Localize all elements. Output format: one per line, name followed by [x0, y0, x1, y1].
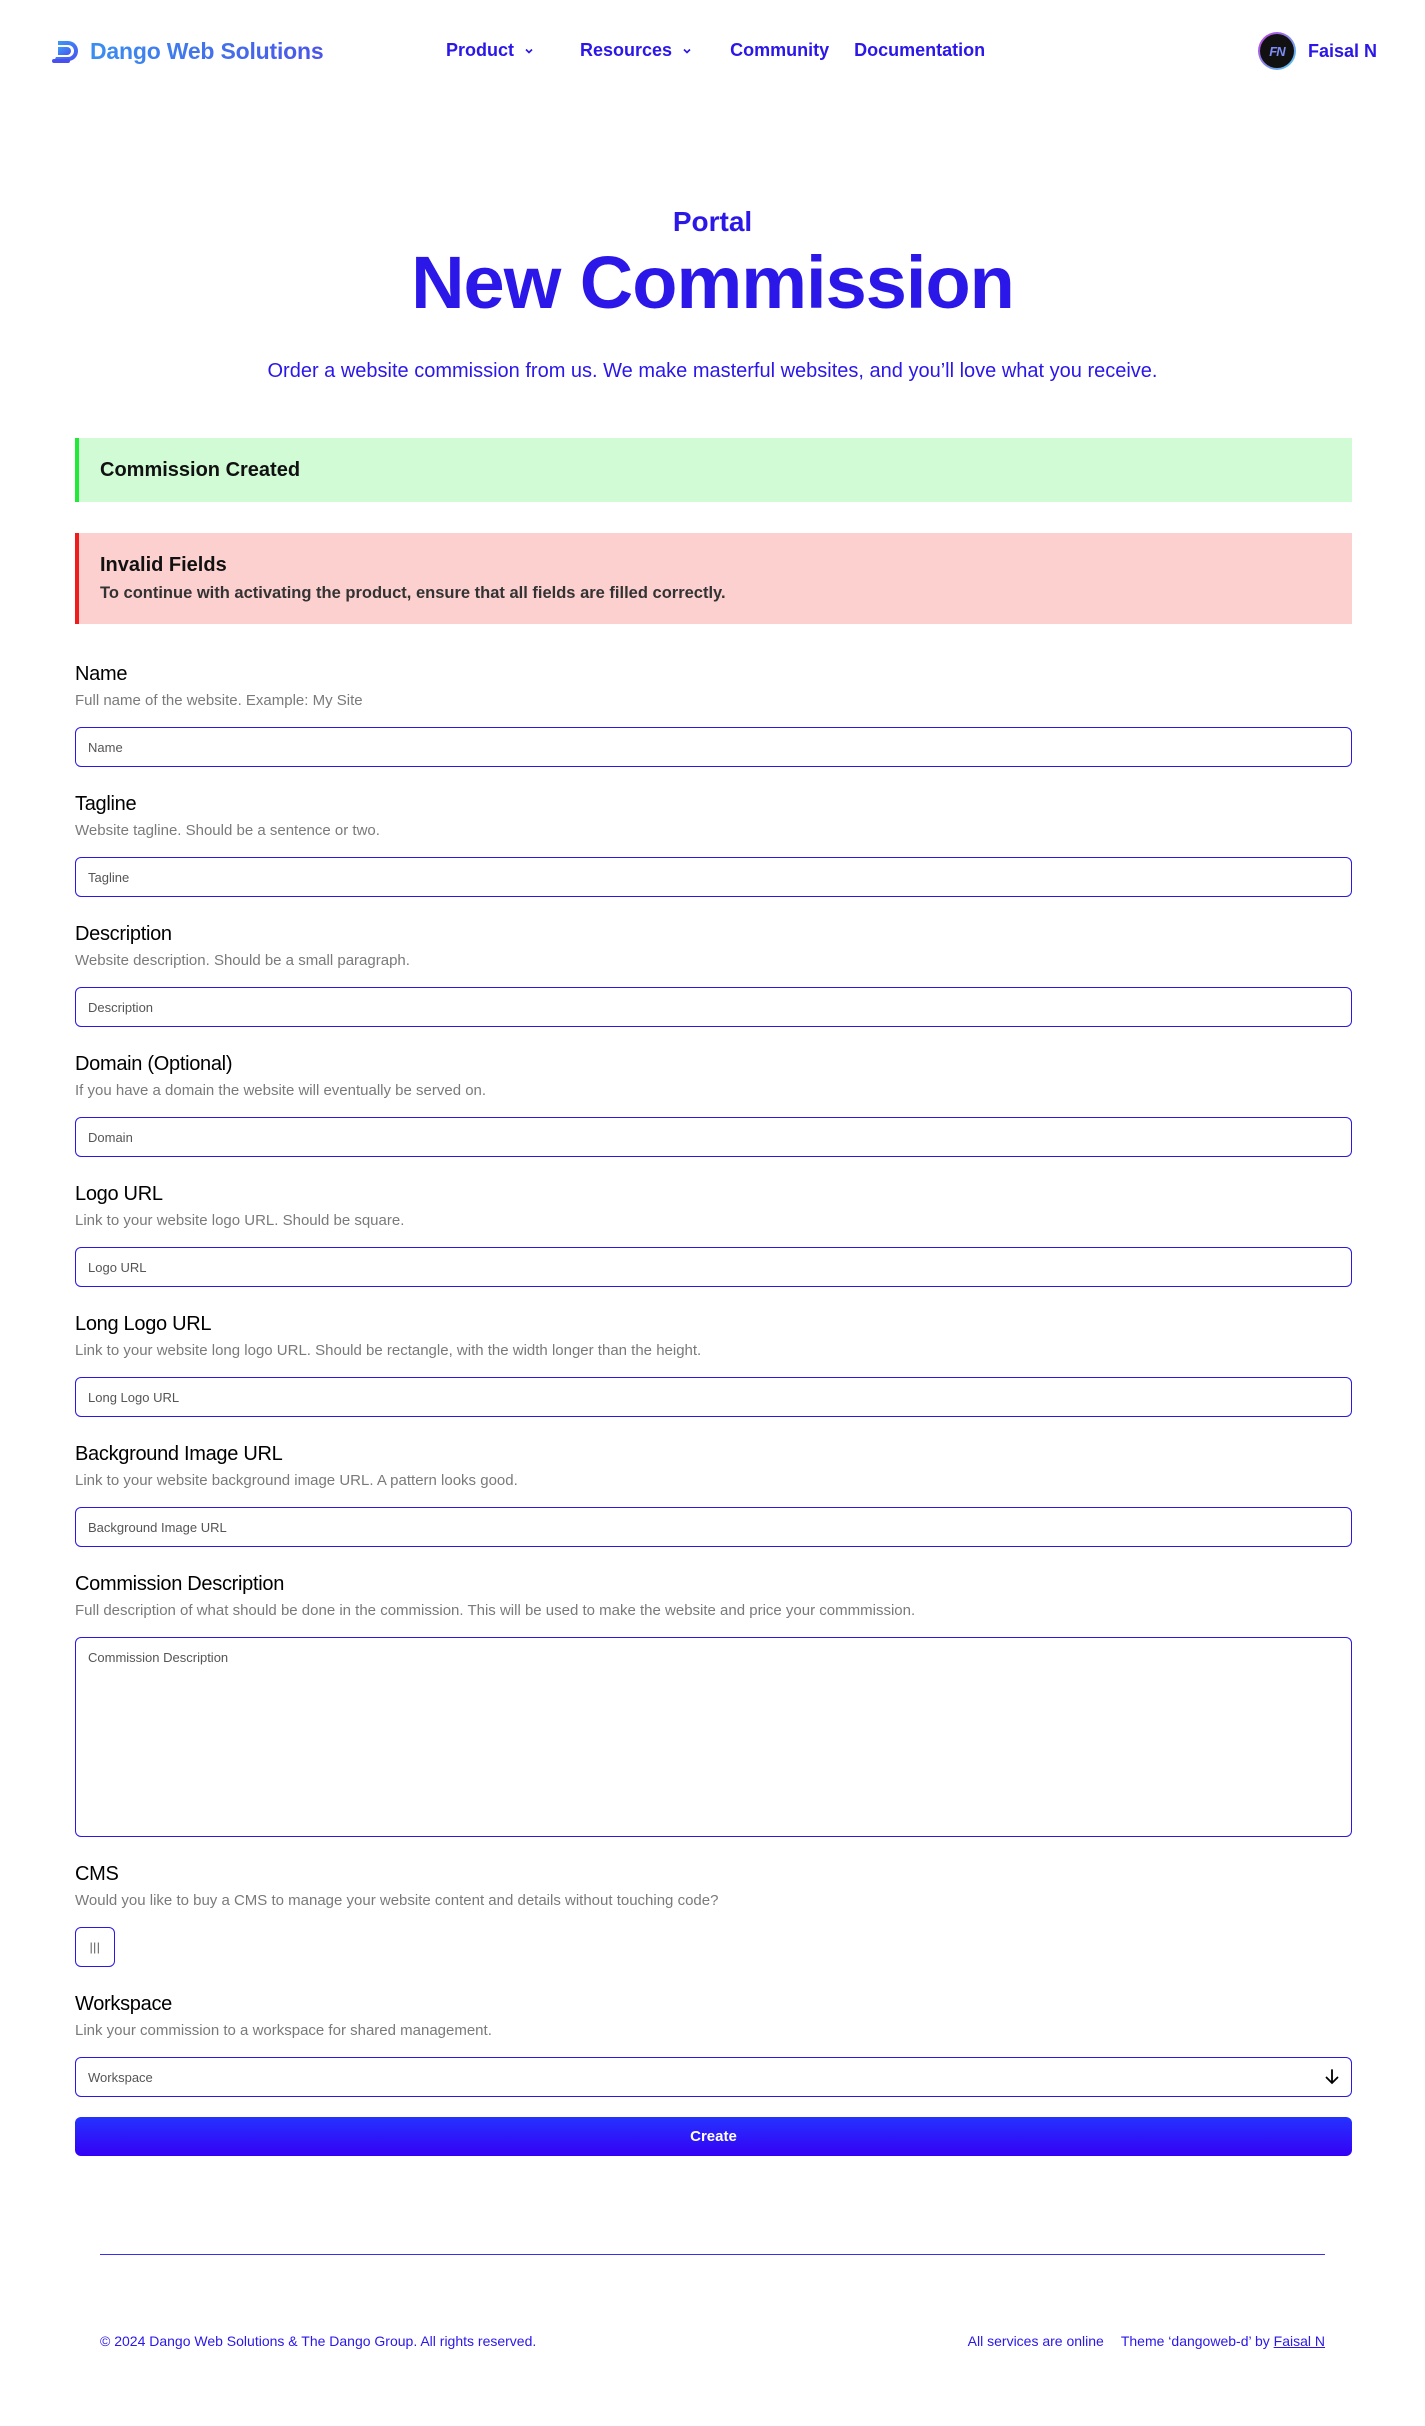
avatar	[1258, 32, 1296, 70]
dango-logo-icon	[50, 39, 82, 65]
field-commission-description	[75, 1570, 1352, 1837]
domain-input[interactable]	[75, 1117, 1352, 1157]
field-label: Long Logo URL	[75, 1313, 212, 1335]
field-long-logo-url	[75, 1310, 1352, 1417]
workspace-select-value: Workspace	[88, 2070, 153, 2085]
name-input[interactable]	[75, 727, 1352, 767]
user-name: Faisal N	[1307, 40, 1377, 61]
site-header	[0, 0, 1425, 104]
create-button[interactable]: Create	[75, 2117, 1352, 2156]
field-workspace	[75, 1990, 1352, 2097]
toggle-handle-icon: |||	[89, 1940, 101, 1954]
field-description: Would you like to buy a CMS to manage your website content and details without touching code?	[75, 1892, 719, 1909]
page-subtitle: Order a website commission from us. We make masterful websites, and you’ll love what you receive.	[267, 360, 1158, 382]
field-label: CMS	[75, 1863, 119, 1885]
arrow-down-icon	[1323, 2068, 1341, 2086]
tagline-input[interactable]	[75, 857, 1352, 897]
field-name	[75, 660, 1352, 767]
avatar-initials: FN	[1260, 34, 1294, 68]
chevron-down-icon	[524, 46, 534, 56]
field-description: If you have a domain the website will eventually be served on.	[75, 1082, 487, 1099]
field-label: Tagline	[75, 793, 137, 815]
field-label: Background Image URL	[75, 1443, 283, 1465]
theme-credit-prefix: Theme ‘dangoweb-d’ by	[1120, 2333, 1270, 2349]
field-label: Commission Description	[75, 1573, 285, 1595]
nav-product[interactable]	[446, 40, 534, 61]
footer-copyright: © 2024 Dango Web Solutions & The Dango Group. All rights reserved.	[100, 2333, 537, 2349]
service-status: All services are online	[967, 2333, 1104, 2349]
nav-resources-label: Resources	[580, 40, 673, 60]
error-alert-text: To continue with activating the product, ensure that all fields are filled correctly.	[100, 584, 726, 602]
field-description: Link your commission to a workspace for shared management.	[75, 2022, 492, 2039]
user-menu[interactable]	[1258, 32, 1377, 70]
success-alert	[75, 438, 1352, 502]
logo-url-input[interactable]	[75, 1247, 1352, 1287]
field-cms	[75, 1860, 1352, 1967]
footer-divider	[100, 2254, 1325, 2255]
nav-community[interactable]	[730, 40, 829, 61]
background-image-url-input[interactable]	[75, 1507, 1352, 1547]
theme-author-link[interactable]: Faisal N	[1273, 2333, 1325, 2349]
chevron-down-icon	[682, 46, 692, 56]
field-background-image-url	[75, 1440, 1352, 1547]
field-description: Website description. Should be a small paragraph.	[75, 952, 410, 969]
field-label: Domain (Optional)	[75, 1053, 233, 1075]
field-description: Website tagline. Should be a sentence or two.	[75, 822, 380, 839]
error-alert	[75, 533, 1352, 624]
field-description: Full description of what should be done in the commission. This will be used to make the website and price your commmission.	[75, 1602, 916, 1619]
field-tagline	[75, 790, 1352, 897]
main-nav	[446, 40, 985, 61]
field-description: Link to your website logo URL. Should be square.	[75, 1212, 405, 1229]
nav-product-label: Product	[446, 40, 515, 60]
field-description: Link to your website long logo URL. Should be rectangle, with the width longer than the height.	[75, 1342, 702, 1359]
field-label: Workspace	[75, 1993, 172, 2015]
nav-documentation[interactable]	[854, 40, 985, 61]
footer-meta	[968, 2333, 1325, 2349]
page-title: New Commission	[411, 241, 1014, 324]
cms-toggle[interactable]	[75, 1927, 115, 1967]
field-label: Description	[75, 923, 172, 945]
field-label: Name	[75, 663, 128, 685]
field-description: Full name of the website. Example: My Site	[75, 692, 363, 709]
workspace-select[interactable]	[75, 2057, 1352, 2097]
page-kicker: Portal	[672, 206, 753, 237]
commission-description-textarea[interactable]	[75, 1637, 1352, 1837]
field-domain	[75, 1050, 1352, 1157]
success-alert-title: Commission Created	[100, 459, 301, 481]
field-description-block	[75, 920, 1352, 1027]
brand-logo-link[interactable]	[50, 38, 323, 65]
description-input[interactable]	[75, 987, 1352, 1027]
nav-documentation-label: Documentation	[854, 40, 986, 60]
long-logo-url-input[interactable]	[75, 1377, 1352, 1417]
field-label: Logo URL	[75, 1183, 163, 1205]
theme-credit	[1121, 2333, 1325, 2349]
nav-community-label: Community	[730, 40, 830, 60]
field-logo-url	[75, 1180, 1352, 1287]
error-alert-title: Invalid Fields	[100, 554, 227, 576]
nav-resources[interactable]	[580, 40, 692, 61]
brand-name: Dango Web Solutions	[90, 38, 324, 64]
field-description: Link to your website background image URL. A pattern looks good.	[75, 1472, 518, 1489]
